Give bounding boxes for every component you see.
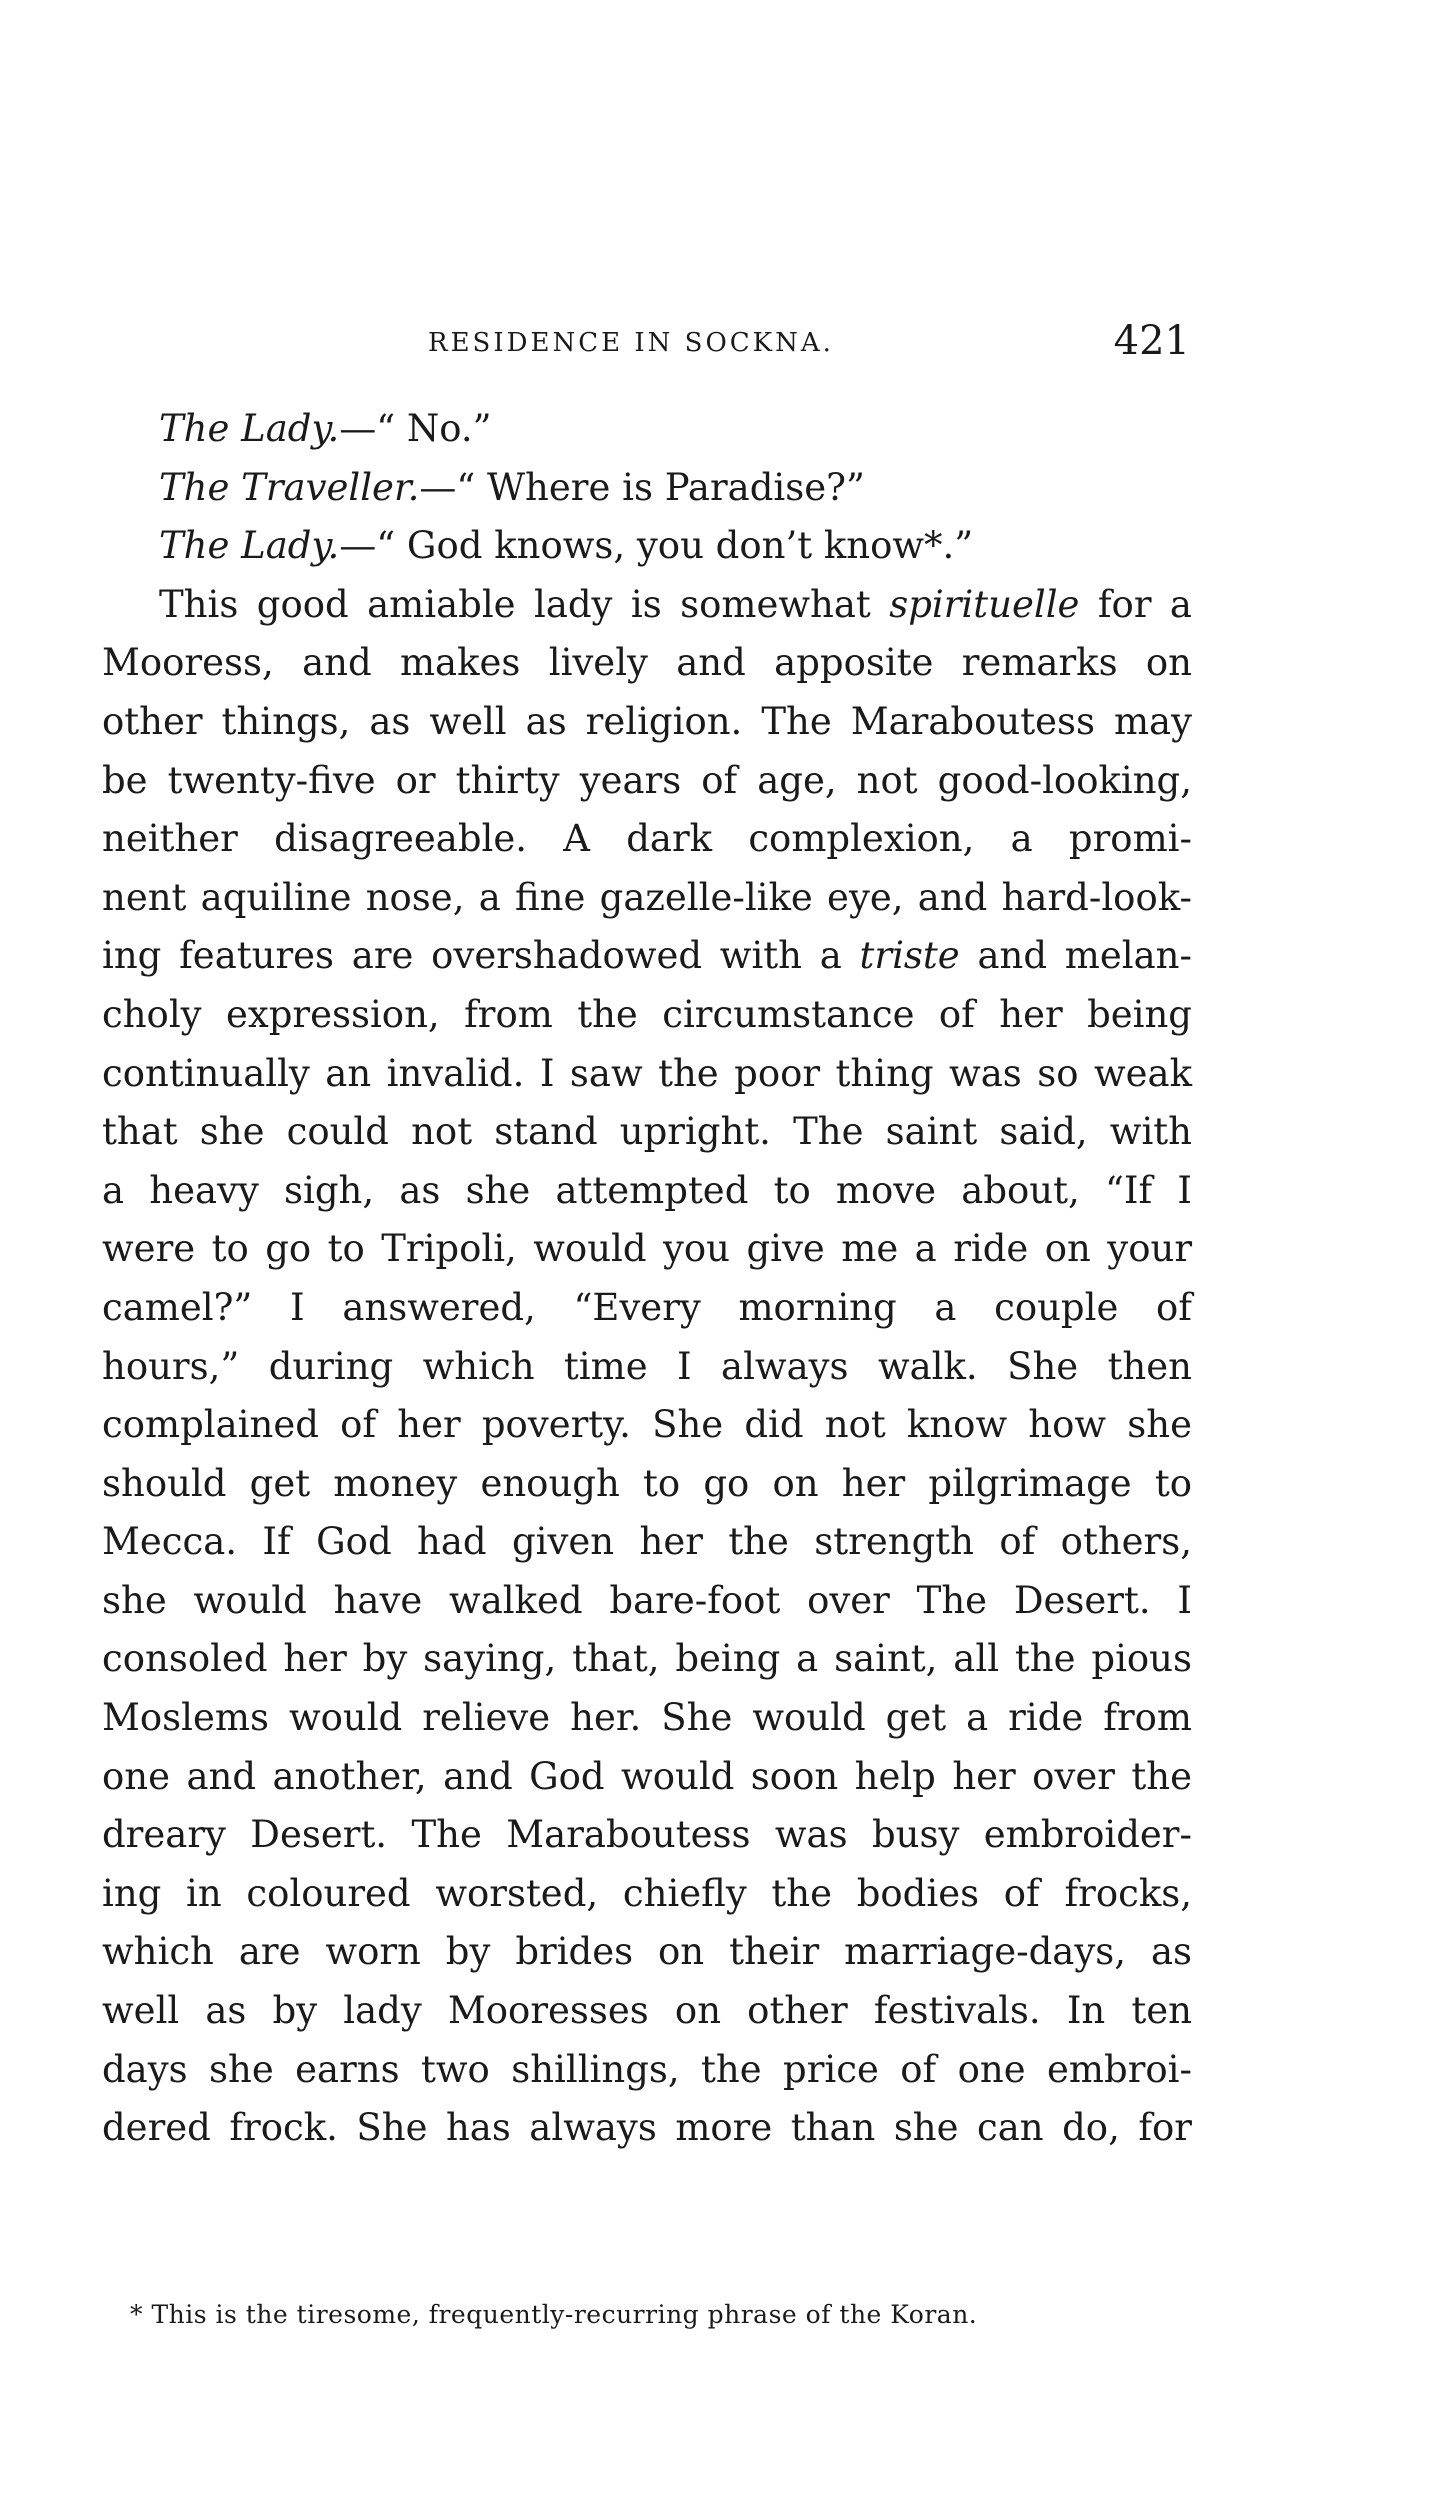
footnote: * This is the tiresome, frequently-recurring phrase of the Koran. <box>130 2300 978 2329</box>
paragraph-line: dreary Desert. The Maraboutess was busy embroider- <box>102 1813 1192 1857</box>
dialogue-line <box>102 517 1192 576</box>
running-head <box>100 318 1190 378</box>
paragraph-line: one and another, and God would soon help her over the <box>102 1754 1192 1798</box>
paragraph-line: were to go to Tripoli, would you give me a ride on your <box>102 1227 1192 1271</box>
paragraph-line: Mooress, and makes lively and apposite remarks on <box>102 641 1192 685</box>
paragraph-line: hours,” during which time I always walk. She then <box>102 1344 1192 1388</box>
italic-word: spirituelle <box>889 582 1080 626</box>
speech-text: —“ God knows, you don’t know*.” <box>339 524 974 568</box>
page-number: 421 <box>1113 318 1190 364</box>
paragraph-line: be twenty-five or thirty years of age, not good-looking, <box>102 758 1192 802</box>
paragraph-line <box>102 927 1192 986</box>
paragraph-line: nent aquiline nose, a fine gazelle-like eye, and hard-look- <box>102 875 1192 919</box>
paragraph-line: other things, as well as religion. The Maraboutess may <box>102 699 1192 743</box>
paragraph-line: she would have walked bare-foot over The Desert. I <box>102 1578 1192 1622</box>
speaker-name: The Lady. <box>159 524 340 568</box>
speaker-name: The Lady. <box>159 407 340 450</box>
italic-word: triste <box>859 934 960 978</box>
paragraph-line: choly expression, from the circumstance of her being <box>102 992 1192 1036</box>
line-text: for a <box>1079 582 1192 626</box>
paragraph-line: dered frock. She has always more than she can do, for <box>102 2106 1192 2150</box>
paragraph-line: days she earns two shillings, the price of one embroi- <box>102 2047 1192 2091</box>
paragraph-line: well as by lady Mooresses on other festivals. In ten <box>102 1989 1192 2033</box>
running-title: RESIDENCE IN SOCKNA. <box>428 328 834 358</box>
paragraph-line: camel?” I answered, “Every morning a couple of <box>102 1285 1192 1329</box>
paragraph-line: should get money enough to go on her pilgrimage to <box>102 1461 1192 1505</box>
speaker-name: The Traveller. <box>159 465 420 509</box>
body-text <box>102 400 1192 2158</box>
paragraph-line: consoled her by saying, that, being a saint, all the pious <box>102 1637 1192 1681</box>
paragraph-line: that she could not stand upright. The saint said, with <box>102 1110 1192 1154</box>
paragraph-line: a heavy sigh, as she attempted to move about, “If I <box>102 1168 1192 1212</box>
paragraph-line: Moslems would relieve her. She would get a ride from <box>102 1696 1192 1740</box>
line-text: ing features are overshadowed with a <box>102 934 860 978</box>
paragraph-line: ing in coloured worsted, chiefly the bodies of frocks, <box>102 1871 1192 1915</box>
paragraph-line: neither disagreeable. A dark complexion, a promi- <box>102 817 1192 861</box>
paragraph-line: which are worn by brides on their marriage-days, as <box>102 1930 1192 1974</box>
paragraph-line: Mecca. If God had given her the strength of others, <box>102 1520 1192 1564</box>
paragraph-line <box>102 576 1192 635</box>
paragraph-line: continually an invalid. I saw the poor thing was so weak <box>102 1051 1192 1095</box>
dialogue-line <box>102 400 1192 459</box>
speech-text: —“ Where is Paradise?” <box>419 465 865 509</box>
speech-text: —“ No.” <box>339 407 492 450</box>
dialogue-line <box>102 459 1192 518</box>
line-text: and melan- <box>959 934 1192 978</box>
line-text: This good amiable lady is somewhat <box>159 582 890 626</box>
paragraph-line: complained of her poverty. She did not know how she <box>102 1403 1192 1447</box>
